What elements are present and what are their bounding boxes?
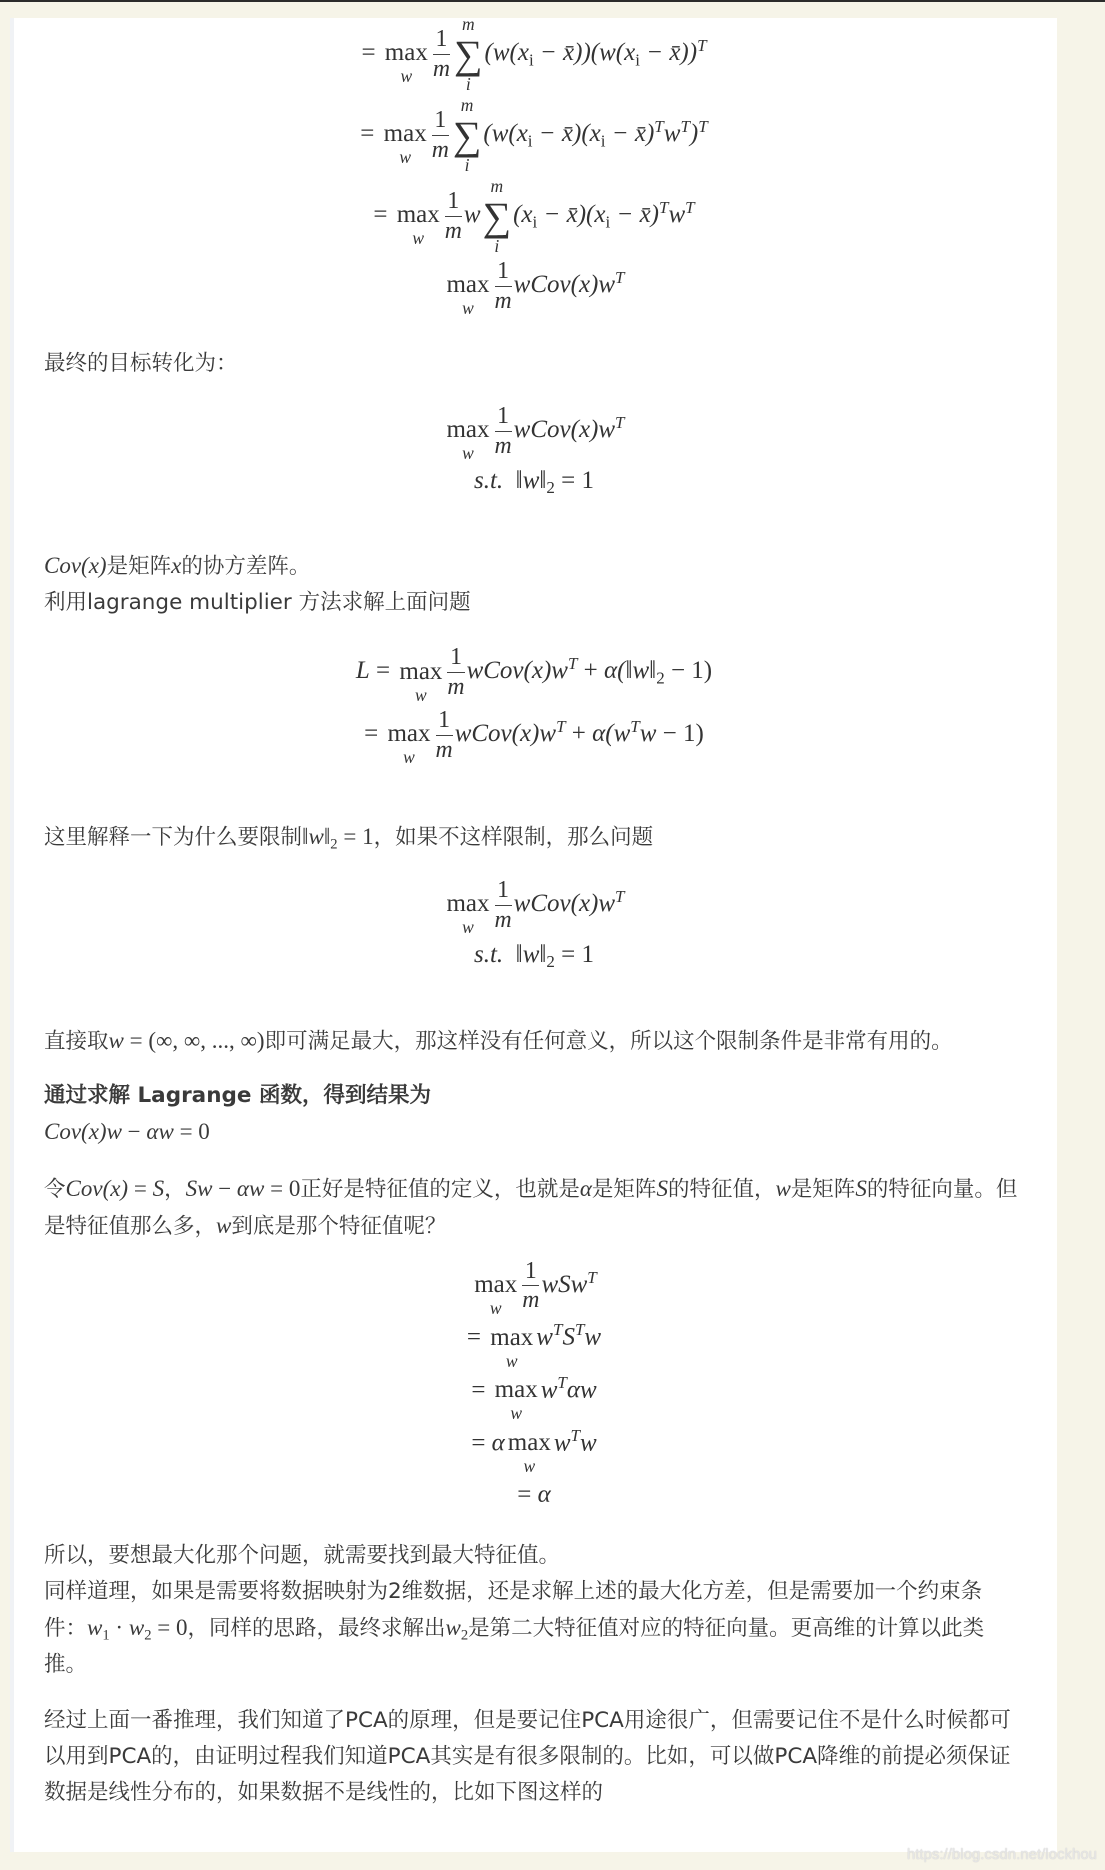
math-text: w xyxy=(668,201,686,229)
max-label: max xyxy=(384,39,428,67)
equation-line xyxy=(44,1372,1024,1425)
superscript: T xyxy=(697,35,707,55)
sum-lower-limit: i xyxy=(465,73,471,94)
text: 利用lagrange multiplier 方法求解上面问题 xyxy=(44,590,471,616)
max-subscript: w xyxy=(489,1297,502,1318)
math-text: (x xyxy=(513,201,533,229)
bold-text: 通过求解 Lagrange 函数，得到结果为 xyxy=(44,1082,431,1108)
equation-line xyxy=(44,1257,1024,1320)
math-symbol: · xyxy=(109,1614,129,1640)
subscript: 1 xyxy=(102,1627,110,1644)
max-label: max xyxy=(446,271,490,299)
equation-block xyxy=(44,402,1024,499)
paragraph xyxy=(44,1538,1024,1683)
superscript: T xyxy=(659,197,669,217)
math-symbol: = xyxy=(471,1429,492,1457)
sum-upper-limit: m xyxy=(461,14,475,34)
math-text: wCov(x)w xyxy=(513,271,616,299)
max-operator xyxy=(495,1377,538,1423)
subscript: i xyxy=(528,50,534,70)
math-symbol: = xyxy=(369,657,397,685)
max-subscript: w xyxy=(462,298,474,319)
math-symbol: = xyxy=(361,39,382,67)
fraction-numerator: 1 xyxy=(450,644,462,671)
text: 所以，要想最大化那个问题，就需要找到最大特征值。 xyxy=(44,1542,561,1568)
math-text: α(w xyxy=(592,720,631,748)
text: ，如果不这样限制，那么问题 xyxy=(373,824,654,850)
fraction-bar xyxy=(445,216,462,217)
fraction xyxy=(445,189,462,244)
top-bar xyxy=(0,0,1105,2)
sum-lower-limit: i xyxy=(494,235,500,256)
fraction-denominator: m xyxy=(432,56,450,82)
math-text: αw xyxy=(236,1175,265,1201)
subscript: 2 xyxy=(460,1627,469,1644)
math-symbol: − 1) xyxy=(656,720,704,748)
math-text: w xyxy=(128,1614,145,1640)
paragraph xyxy=(44,1171,1024,1245)
subscript: i xyxy=(532,212,538,232)
max-subscript: w xyxy=(415,684,427,705)
equation-line xyxy=(44,1319,1024,1372)
sum-upper-limit: m xyxy=(490,176,504,196)
max-label: max xyxy=(494,1376,538,1404)
text: ， xyxy=(164,1176,186,1202)
superscript: T xyxy=(680,116,690,136)
fraction-denominator: m xyxy=(435,737,453,764)
fraction-numerator: 1 xyxy=(434,107,447,134)
math-text: w xyxy=(584,1323,602,1351)
text: 令 xyxy=(44,1176,66,1202)
max-subscript: w xyxy=(462,916,474,937)
math-symbol: = 1 xyxy=(337,823,374,849)
math-text: (w(x xyxy=(483,120,528,148)
math-text: wSw xyxy=(541,1270,588,1298)
fraction-denominator: m xyxy=(494,287,512,314)
fraction-bar xyxy=(495,431,512,432)
max-subscript: w xyxy=(399,147,412,168)
fraction xyxy=(495,404,512,459)
paragraph xyxy=(44,1078,1024,1151)
max-subscript: w xyxy=(400,66,413,87)
max-label: max xyxy=(446,415,490,443)
math-text: w xyxy=(553,1429,571,1457)
max-operator xyxy=(387,721,430,767)
max-operator xyxy=(384,121,427,167)
fraction xyxy=(436,708,453,763)
math-symbol: − xyxy=(212,1175,237,1201)
fraction-denominator: m xyxy=(447,674,465,701)
max-subscript: w xyxy=(403,747,415,768)
math-text: ) xyxy=(689,120,699,148)
math-symbol: = 1 xyxy=(554,941,594,969)
math-text: − x̄)) xyxy=(639,39,698,67)
superscript: T xyxy=(615,412,625,432)
math-text: α xyxy=(579,1175,592,1201)
text: 最终的目标转化为： xyxy=(44,350,238,376)
text: 的协方差阵。 xyxy=(181,554,311,580)
math-text: Cov(x) xyxy=(44,553,107,579)
text: 是矩阵 xyxy=(790,1176,856,1202)
max-label: max xyxy=(507,1429,551,1457)
fraction-denominator: m xyxy=(444,218,462,244)
max-operator xyxy=(399,659,442,705)
superscript: T xyxy=(567,654,578,674)
text: ，同样的思路，最终求解出 xyxy=(187,1615,446,1641)
fraction-bar xyxy=(522,1285,539,1286)
max-subscript: w xyxy=(412,228,425,249)
max-operator xyxy=(474,1272,517,1318)
math-text: α xyxy=(537,1480,551,1508)
equation-block xyxy=(44,14,1024,320)
math-text: x xyxy=(171,553,182,579)
max-label: max xyxy=(387,720,431,748)
math-text: − x̄) xyxy=(605,120,655,148)
superscript: T xyxy=(630,716,640,736)
math-text: α(‖w‖ xyxy=(604,657,657,685)
math-text: Cov(x)w xyxy=(44,1118,122,1144)
subscript: 2 xyxy=(144,1627,152,1644)
max-operator xyxy=(508,1430,551,1476)
fraction-numerator: 1 xyxy=(435,26,448,53)
equation-line xyxy=(44,464,1024,498)
math-text: w xyxy=(540,1376,558,1404)
text: 这里解释一下为什么要限制 xyxy=(44,824,303,850)
fraction-denominator: m xyxy=(494,906,512,933)
text: 是矩阵 xyxy=(591,1176,657,1202)
math-symbol: = xyxy=(466,1323,488,1351)
summation xyxy=(453,97,482,174)
max-operator xyxy=(490,1325,533,1371)
equation-line xyxy=(44,257,1024,320)
subscript: i xyxy=(527,131,533,151)
math-text: − x̄)(x xyxy=(532,120,601,148)
text: 的特征值， xyxy=(667,1176,776,1202)
equation-line xyxy=(44,938,1024,972)
article-content xyxy=(44,14,1024,1811)
math-text: S xyxy=(562,1323,575,1351)
superscript: T xyxy=(685,197,695,217)
text: 到底是那个特征值呢？ xyxy=(231,1213,447,1239)
summation xyxy=(483,178,512,255)
max-label: max xyxy=(399,657,443,685)
equation-line xyxy=(44,876,1024,939)
fraction xyxy=(522,1259,539,1314)
max-operator xyxy=(446,272,489,318)
superscript: T xyxy=(552,1320,563,1340)
math-symbol: = xyxy=(360,120,381,148)
math-text: (w(x xyxy=(484,39,529,67)
math-symbol: + xyxy=(565,720,593,748)
fraction-bar xyxy=(495,905,512,906)
fraction-bar xyxy=(436,735,453,736)
fraction-denominator: m xyxy=(494,432,512,459)
subscript: 2 xyxy=(330,836,338,853)
math-text: s.t. ‖w‖ xyxy=(474,467,547,495)
text: 是矩阵 xyxy=(106,554,172,580)
math-text: − x̄)(x xyxy=(537,201,606,229)
paragraph xyxy=(44,548,1024,621)
math-symbol: = (∞, ∞, ..., ∞) xyxy=(123,1027,265,1053)
text: 是第二大特征值对应的特征向量。更高维的计算以此类推。 xyxy=(44,1615,985,1677)
math-text: S xyxy=(855,1175,867,1201)
sigma-symbol: ∑ xyxy=(482,193,512,239)
text: 经过上面一番推理，我们知道了PCA的原理，但是要记住PCA用途很广，但需要记住不是什么时候都可以用到PCA的，由证明过程我们知道PCA其实是有很多限制的。比如，可以做PCA降维的前提必须保证数据是线性分布的，如果数据不是线性的，比如下图这样的 xyxy=(44,1707,1011,1805)
math-symbol: + xyxy=(577,657,605,685)
fraction-bar xyxy=(495,286,512,287)
fraction-denominator: m xyxy=(431,137,449,163)
max-subscript: w xyxy=(523,1456,536,1477)
text: 正好是特征值的定义，也就是 xyxy=(300,1176,580,1202)
math-text: Sw xyxy=(185,1175,213,1201)
equation-line xyxy=(44,176,1024,257)
max-subscript: w xyxy=(462,442,474,463)
math-text: s.t. ‖w‖ xyxy=(474,941,547,969)
math-text: w xyxy=(775,1175,791,1201)
superscript: T xyxy=(574,1320,585,1340)
fraction-denominator: m xyxy=(522,1287,540,1314)
subscript: i xyxy=(635,50,640,70)
math-symbol: − xyxy=(121,1118,147,1144)
superscript: T xyxy=(654,116,664,136)
math-text: ‖w‖ xyxy=(302,823,331,849)
math-symbol: = 1 xyxy=(554,467,594,495)
math-text: L xyxy=(355,657,370,685)
math-symbol: = xyxy=(364,720,385,748)
fraction xyxy=(495,878,512,933)
text: 直接取 xyxy=(44,1028,109,1054)
max-label: max xyxy=(474,1270,518,1298)
superscript: T xyxy=(587,1267,597,1287)
fraction-bar xyxy=(447,672,464,673)
math-text: w xyxy=(639,720,657,748)
paragraph xyxy=(44,1703,1024,1811)
summation xyxy=(454,16,483,93)
equation-block xyxy=(44,1257,1024,1512)
paragraph xyxy=(44,346,1024,382)
math-text: w xyxy=(87,1614,103,1640)
subscript: i xyxy=(605,212,611,232)
max-operator xyxy=(446,417,489,463)
math-text: − x̄))(w(x xyxy=(533,39,636,67)
math-text: w xyxy=(216,1212,232,1238)
math-text: − x̄) xyxy=(610,201,660,229)
math-text: αw xyxy=(146,1118,174,1144)
math-symbol: = xyxy=(373,201,394,229)
max-subscript: w xyxy=(510,1403,523,1424)
max-label: max xyxy=(490,1323,534,1351)
subscript: 2 xyxy=(656,668,665,688)
math-text: S xyxy=(152,1175,165,1201)
equation-line xyxy=(44,14,1024,95)
equation-block xyxy=(44,876,1024,973)
subscript: 2 xyxy=(546,478,555,498)
max-operator xyxy=(446,891,489,937)
fraction xyxy=(432,108,449,163)
max-label: max xyxy=(383,120,427,148)
fraction xyxy=(447,645,464,700)
subscript: i xyxy=(600,131,606,151)
math-text: wCov(x)w xyxy=(513,415,616,443)
superscript: T xyxy=(570,1425,580,1445)
math-symbol: = 0 xyxy=(151,1614,188,1640)
math-symbol: = xyxy=(128,1175,153,1201)
max-subscript: w xyxy=(505,1350,518,1371)
text: 的特征向量。但是特征值那么多， xyxy=(44,1176,1018,1239)
math-symbol: = xyxy=(517,1480,538,1508)
fraction-numerator: 1 xyxy=(524,1257,537,1284)
math-text: w xyxy=(663,120,681,148)
math-symbol: − 1) xyxy=(664,657,713,685)
superscript: T xyxy=(615,886,625,906)
math-text: w xyxy=(463,201,481,229)
math-symbol: = xyxy=(471,1376,492,1404)
math-text: αw xyxy=(566,1376,597,1404)
math-text: α xyxy=(491,1429,505,1457)
article-left-edge xyxy=(10,18,14,1852)
paragraph xyxy=(44,819,1024,856)
text: 同样道理，如果是需要将数据映射为2维数据，还是求解上述的最大化方差，但是需要加一个约束条件： xyxy=(44,1578,983,1641)
fraction-numerator: 1 xyxy=(497,258,510,284)
math-text: S xyxy=(656,1175,668,1201)
equation-line xyxy=(44,706,1024,769)
math-text: w xyxy=(536,1323,553,1351)
math-text: w xyxy=(108,1027,124,1053)
math-text: wCov(x)w xyxy=(454,720,557,748)
fraction-numerator: 1 xyxy=(497,402,510,429)
fraction-bar xyxy=(433,54,450,55)
equation-line xyxy=(44,95,1024,176)
paragraph xyxy=(44,1023,1024,1060)
equation-line xyxy=(44,1425,1024,1478)
sigma-symbol: ∑ xyxy=(454,31,483,77)
text: 即可满足最大，那这样没有任何意义，所以这个限制条件是非常有用的。 xyxy=(264,1028,953,1054)
sum-lower-limit: i xyxy=(464,154,470,175)
fraction xyxy=(433,27,450,82)
superscript: T xyxy=(615,267,625,287)
equation-block xyxy=(44,643,1024,768)
sigma-symbol: ∑ xyxy=(452,112,482,158)
fraction-numerator: 1 xyxy=(438,707,451,734)
fraction xyxy=(495,259,512,314)
sum-upper-limit: m xyxy=(460,95,474,115)
max-operator xyxy=(397,202,440,248)
equation-line xyxy=(44,402,1024,465)
math-text: wCov(x)w xyxy=(466,657,568,685)
max-operator xyxy=(385,40,428,86)
math-symbol: = 0 xyxy=(264,1175,301,1201)
subscript: 2 xyxy=(546,952,555,972)
math-text: w xyxy=(445,1614,461,1640)
superscript: T xyxy=(698,116,708,136)
watermark: https://blog.csdn.net/lockhou xyxy=(906,1846,1097,1863)
math-text: w xyxy=(580,1429,597,1457)
equation-line xyxy=(44,1478,1024,1512)
math-text: wCov(x)w xyxy=(513,889,616,917)
math-symbol: = 0 xyxy=(173,1118,210,1144)
fraction-numerator: 1 xyxy=(447,188,460,215)
math-text: Cov(x) xyxy=(65,1175,129,1201)
superscript: T xyxy=(557,1373,567,1393)
max-label: max xyxy=(396,201,440,229)
max-label: max xyxy=(446,889,490,917)
superscript: T xyxy=(556,716,566,736)
equation-line xyxy=(44,643,1024,706)
fraction-numerator: 1 xyxy=(497,876,510,903)
fraction-bar xyxy=(432,135,449,136)
